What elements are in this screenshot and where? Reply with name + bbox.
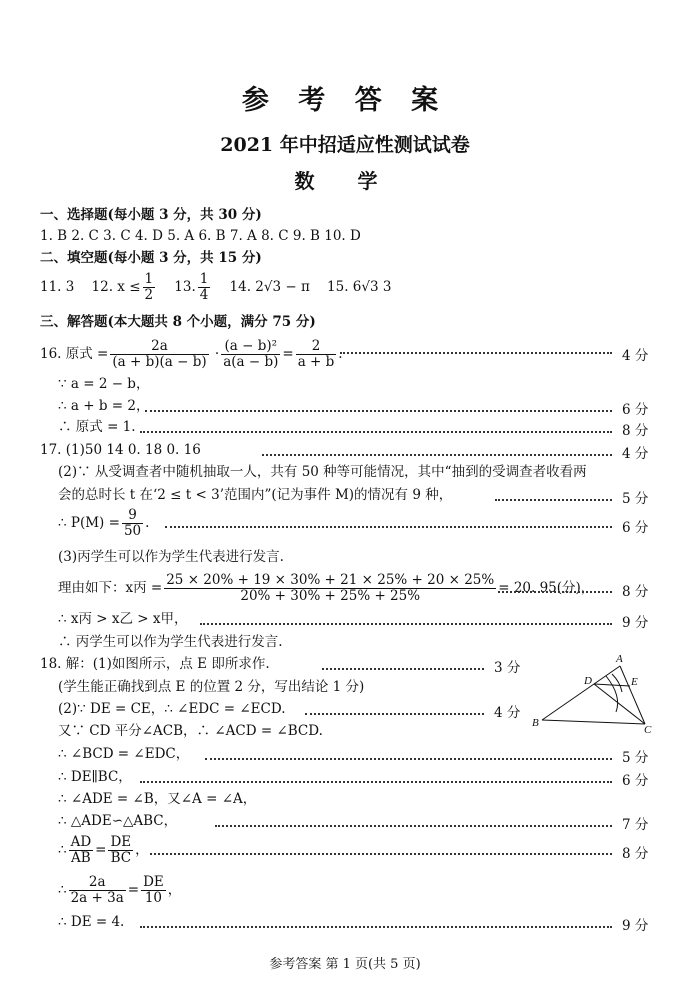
label-e: E — [631, 676, 638, 688]
leader-dots — [140, 926, 612, 928]
q18-line-1: 18. 解：(1)如图所示，点 E 即所求作. — [40, 656, 270, 672]
answer-11: 11. 3 — [40, 279, 75, 295]
q18-line-2: (学生能正确找到点 E 的位置 2 分，写出结论 1 分) — [58, 679, 365, 695]
q16-line-2: ∵ a = 2 − b， — [58, 376, 150, 392]
answer-12: 12. x ≤ — [91, 279, 141, 295]
label-d: D — [584, 675, 592, 687]
leader-dots — [200, 623, 612, 625]
q18-line-6: ∴ DE∥BC， — [58, 769, 132, 785]
label-b: B — [532, 717, 539, 729]
leader-dots — [340, 352, 612, 354]
side-ac — [620, 666, 645, 724]
leader-dots — [498, 591, 612, 593]
score-q18-11: 9 分 — [622, 918, 649, 934]
q18-line-5: ∴ ∠BCD = ∠EDC， — [58, 746, 190, 762]
page-title: 参 考 答 案 — [241, 85, 449, 116]
q17-line-4: ∴ P(M) = $\frac{9}{50}$ . — [58, 507, 150, 539]
q16-line-3: ∴ a + b = 2， — [58, 398, 150, 414]
q17-line-8: ∴ 丙学生可以作为学生代表进行发言. — [58, 634, 283, 650]
side-ab — [542, 666, 620, 720]
q16-line-4: ∴ 原式 = 1. — [58, 419, 136, 435]
exam-subtitle: 2021 年中招适应性测试试卷 — [220, 134, 470, 156]
q17-line-2: (2)∵ 从受调查者中随机抽取一人，共有 50 种等可能情况，其中“抽到的受调查者收看两 — [58, 464, 587, 480]
q18-line-8: ∴ △ADE∽△ABC， — [58, 813, 178, 829]
q18-line-7: ∴ ∠ADE = ∠B，又∠A = ∠A， — [58, 791, 257, 807]
score-q18-6: 6 分 — [622, 773, 649, 789]
q18-line-11: ∴ DE = 4. — [58, 914, 125, 930]
q18-line-9: ∴ $\frac{AD}{AB}$ = $\frac{DE}{BC}$ ， — [58, 834, 149, 866]
leader-dots — [145, 410, 612, 412]
segment-dc — [594, 684, 645, 724]
q18-line-4: 又∵ CD 平分∠ACB，∴ ∠ACD = ∠BCD. — [58, 723, 323, 739]
score-q16-4: 8 分 — [622, 423, 649, 439]
label-a: A — [616, 653, 623, 665]
leader-dots — [495, 499, 612, 501]
score-q17-3: 5 分 — [622, 491, 649, 507]
score-q17-6: 8 分 — [622, 584, 649, 600]
construction-arc — [606, 676, 618, 712]
subject-title: 数 学 — [294, 169, 396, 193]
fill-answers — [40, 271, 391, 303]
q17-line-5: (3)丙学生可以作为学生代表进行发言. — [58, 549, 284, 565]
q16-line-1: 16. 原式 = $\frac{2a}{(a + b)(a - b)}$ · $\frac{\text{(a − b)²}}{a(a - b)}$ = $\frac{2}{a + b}$ . — [40, 338, 343, 370]
score-q17-4: 6 分 — [622, 520, 649, 536]
fraction-13: $\frac{1}{4}$ — [199, 271, 209, 303]
answer-15: 15. 6√3 3 — [327, 279, 392, 295]
score-q18-3: 4 分 — [494, 705, 521, 721]
score-q18-8: 7 分 — [622, 817, 649, 833]
score-q16-1: 4 分 — [622, 348, 649, 364]
leader-dots — [205, 758, 612, 760]
construction-arc — [612, 674, 622, 692]
choice-answers: 1. B 2. C 3. C 4. D 5. A 6. B 7. A 8. C 9. B 10. D — [40, 228, 361, 244]
leader-dots — [140, 431, 612, 433]
leader-dots — [262, 454, 612, 456]
leader-dots — [322, 668, 484, 670]
section-solve-title: 三、解答题(本大题共 8 个小题，满分 75 分) — [40, 314, 316, 330]
score-q18-1: 3 分 — [494, 660, 521, 676]
triangle-figure — [530, 652, 655, 734]
q17-line-6: 理由如下：x丙 = $\frac{25 \times 20\% + 19 \times 30\% + 21 \times 25\% + 20 \times 25\%}{20\% + 30\% + 25\% + 25\%}$ = 20. 95(分)， — [58, 572, 595, 604]
label-c: C — [644, 724, 652, 734]
score-q18-9: 8 分 — [622, 846, 649, 862]
score-q16-3: 6 分 — [622, 402, 649, 418]
score-q17-1: 4 分 — [622, 446, 649, 462]
leader-dots — [215, 825, 612, 827]
fraction-12: $\frac{1}{2}$ — [144, 271, 154, 303]
q17-line-1: 17. (1)50 14 0. 18 0. 16 — [40, 442, 201, 458]
side-bc — [542, 720, 645, 724]
q18-line-3: (2)∵ DE = CE，∴ ∠EDC = ∠ECD. — [58, 701, 286, 717]
q17-line-7: ∴ x丙 > x乙 > x甲， — [58, 611, 188, 627]
page-footer: 参考答案 第 1 页(共 5 页) — [269, 957, 421, 972]
score-q18-5: 5 分 — [622, 750, 649, 766]
q17-line-3: 会的总时长 t 在‘2 ≤ t < 3’范围内”(记为事件 M)的情况有 9 种， — [58, 487, 453, 503]
answer-14: 14. 2√3 − π — [229, 279, 310, 295]
leader-dots — [140, 781, 612, 783]
q18-line-10: ∴ $\frac{2a}{2a + 3a}$ = $\frac{DE}{10}$ ， — [58, 874, 182, 906]
section-fill-title: 二、填空题(每小题 3 分，共 15 分) — [40, 250, 262, 266]
section-choice-title: 一、选择题(每小题 3 分，共 30 分) — [40, 207, 262, 223]
leader-dots — [150, 853, 612, 855]
answer-13: 13. — [174, 279, 196, 295]
leader-dots — [305, 713, 484, 715]
score-q17-7: 9 分 — [622, 615, 649, 631]
leader-dots — [165, 526, 612, 528]
